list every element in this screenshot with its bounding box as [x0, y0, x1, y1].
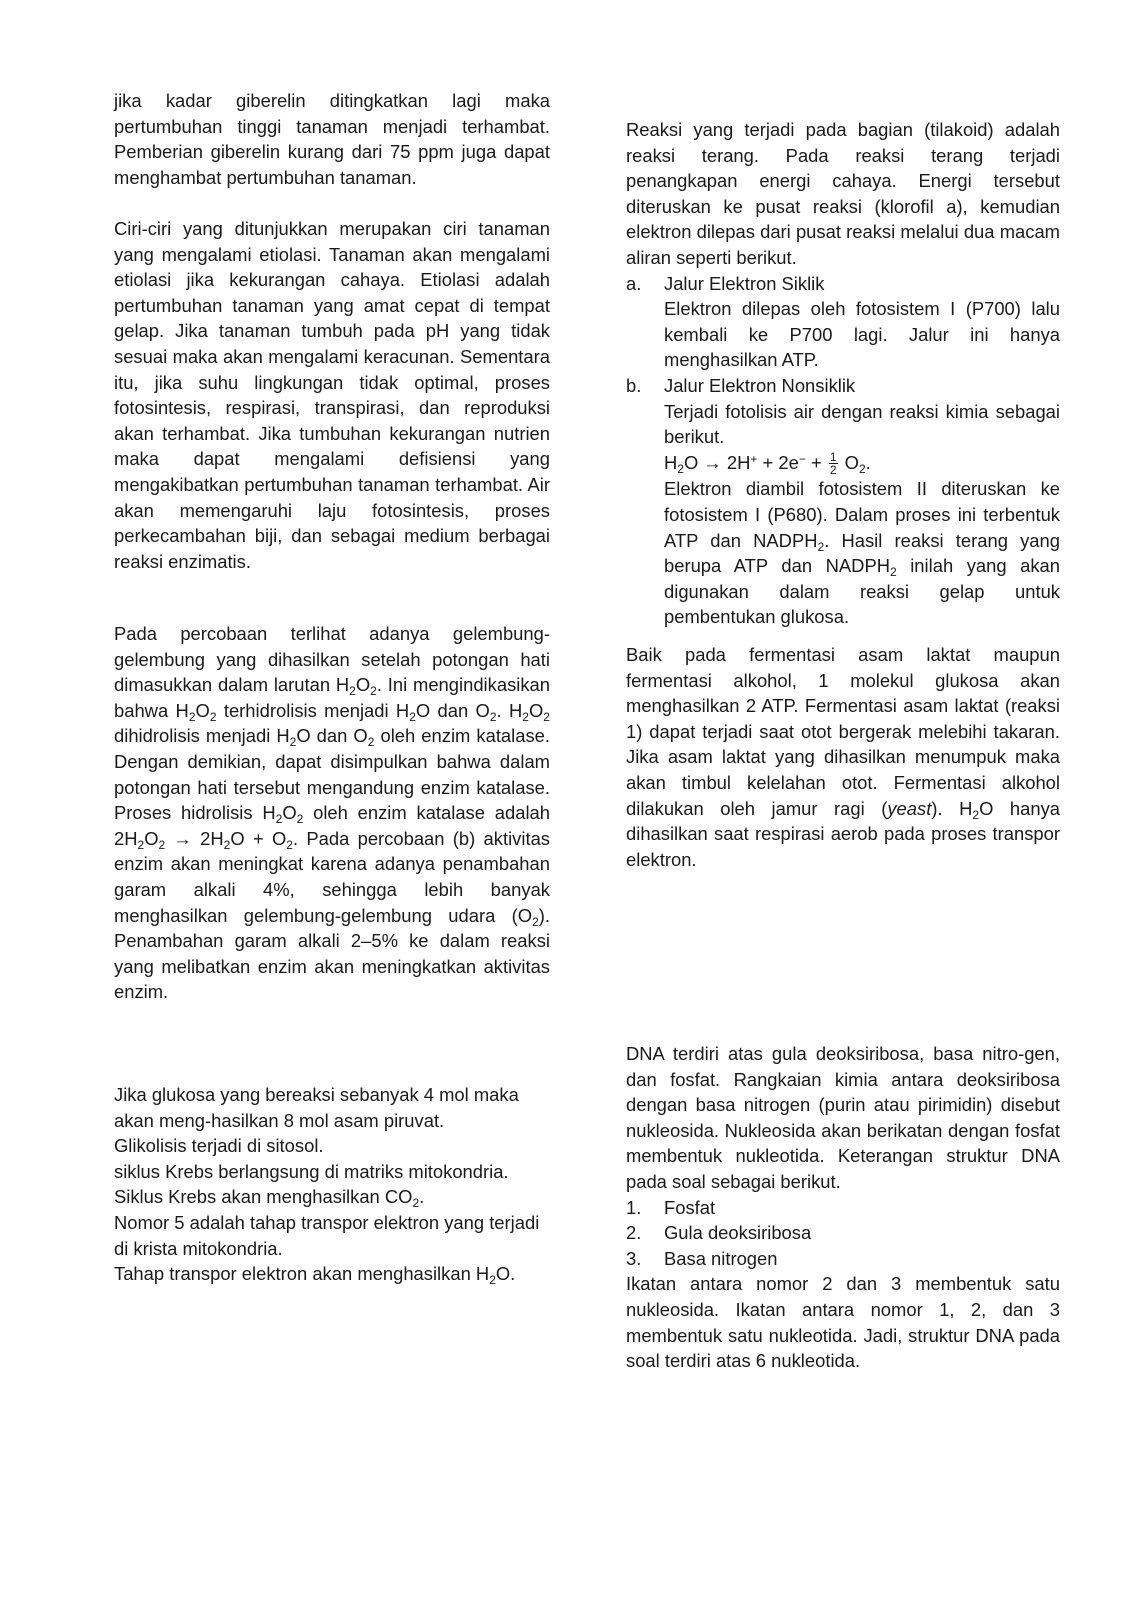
nonsiklik-paragraph: Terjadi fotolisis air dengan reaksi kimia sebagai berikut. — [664, 400, 1060, 448]
respirasi-line-2: Glikolisis terjadi di sitosol. — [114, 1135, 324, 1157]
list-title: Jalur Elektron Siklik — [664, 272, 825, 294]
fraction: $\frac{1}{2}$ — [829, 450, 837, 478]
respirasi-section — [114, 1082, 550, 1287]
katalase-section — [114, 621, 550, 1005]
fotolisis-equation: $H_2O \to 2H^+ + 2e^-$ + $\frac{1}{2}$ $O_2$. — [664, 450, 871, 478]
dna-outro: Ikatan antara nomor 2 dan 3 membentuk satu nukleosida. Ikatan antara nomor 1, 2, dan 3 membentuk satu nukleotida. Jadi, struktur DNA pada soal terdiri atas 6 nukleotida. — [626, 1273, 1060, 1372]
fermentasi-section — [626, 642, 1060, 872]
list-number: 3. — [626, 1247, 642, 1269]
etiolasi-section — [114, 216, 550, 574]
giberelin-paragraph: jika kadar giberelin ditingkatkan lagi maka pertumbuhan tinggi tanaman menjadi terhambat. Pemberian giberelin kurang dari 75 ppm juga dapat menghambat pertumbuhan tanaman. — [114, 90, 550, 188]
list-item — [626, 1246, 1060, 1272]
list-title: Jalur Elektron Nonsiklik — [664, 374, 856, 396]
respirasi-line-6: Tahap transpor elektron akan menghasilkan $H_2O$. — [114, 1263, 516, 1288]
etiolasi-paragraph: Ciri-ciri yang ditunjukkan merupakan ciri tanaman yang mengalami etiolasi. Tanaman akan mengalami etiolasi jika kekurangan cahaya. Etiolasi adalah pertumbuhan tanaman yang amat cepat di tempat gelap. Jika tanaman tumbuh pada pH yang tidak sesuai maka akan mengalami keracunan. Sementara itu, jika suhu lingkungan tidak optimal, proses fotosintesis, respirasi, transpirasi, dan reproduksi akan terhambat. Jika tumbuhan kekurangan nutrien maka dapat mengalami defisiensi yang mengakibatkan pertumbuhan tanaman terhambat. Air akan memengaruhi laju fotosintesis, proses perkecambahan biji, dan sebagai medium berbagai reaksi enzimatis. — [114, 218, 550, 572]
respirasi-line-3: siklus Krebs berlangsung di matriks mitokondria. — [114, 1160, 509, 1182]
reaksi-terang-section — [626, 117, 1060, 630]
list-marker: a. — [626, 272, 642, 294]
giberelin-section — [114, 88, 550, 190]
list-item-nonsiklik — [626, 373, 1060, 399]
fermentasi-paragraph: Baik pada fermentasi asam laktat maupun fermentasi alkohol, 1 molekul glukosa akan menghasilkan 2 ATP. Fermentasi asam laktat (reaksi 1) dapat terjadi saat otot bergerak melebihi takaran. Jika asam laktat yang dihasilkan menumpuk maka akan timbul kelelahan otot. Fermentasi alkohol dilakukan oleh jamur ragi (yeast). $H_2O$ hanya dihasilkan saat respirasi aerob pada proses transpor elektron. — [626, 644, 1061, 870]
nonsiklik-paragraph-2: Elektron diambil fotosistem II diteruskan ke fotosistem I (P680). Dalam proses ini terbentuk ATP dan $NADPH_2$. Hasil reaksi terang yang berupa ATP dan $NADPH_2$ inilah yang akan digunakan dalam reaksi gelap untuk pembentukan glukosa. — [664, 478, 1060, 628]
respirasi-line-1: Jika glukosa yang bereaksi sebanyak 4 mol maka akan meng-hasilkan 8 mol asam piruvat. — [114, 1084, 519, 1131]
dna-intro: DNA terdiri atas gula deoksiribosa, basa nitro-gen, dan fosfat. Rangkaian kimia antara deoksiribosa dengan basa nitrogen (purin atau pirimidin) disebut nukleosida. Nukleosida akan berikatan dengan fosfat membentuk nukleotida. Keterangan struktur DNA pada soal sebagai berikut. — [626, 1043, 1060, 1192]
list-label: Basa nitrogen — [664, 1247, 778, 1269]
list-number: 1. — [626, 1196, 642, 1218]
respirasi-line-4: Siklus Krebs akan menghasilkan $CO_2$. — [114, 1186, 425, 1211]
list-label: Fosfat — [664, 1196, 716, 1218]
list-item — [626, 1195, 1060, 1221]
list-marker: b. — [626, 374, 642, 396]
list-item-siklik — [626, 271, 1060, 297]
dna-section — [626, 1041, 1060, 1374]
siklik-paragraph: Elektron dilepas oleh fotosistem I (P700) lalu kembali ke P700 lagi. Jalur ini hanya menghasilkan ATP. — [664, 298, 1060, 371]
list-item — [626, 1220, 1060, 1246]
list-number: 2. — [626, 1222, 642, 1244]
katalase-paragraph: Pada percobaan terlihat adanya gelembung-gelembung yang dihasilkan setelah potongan hati dimasukkan dalam larutan $H_2O_2$. Ini mengindikasikan bahwa $H_2O_2$ terhidrolisis menjadi $H_2O$ dan $O_2$. $H_2O_2$ dihidrolisis menjadi $H_2O$ dan $O_2$ oleh enzim katalase. Dengan demikian, dapat disimpulkan bahwa dalam potongan hati tersebut mengandung enzim katalase. Proses hidrolisis $H_2O_2$ oleh enzim katalase adalah $2H_2O_2 \to 2H_2O + O_2$. Pada percobaan (b) aktivitas enzim akan meningkat karena adanya penambahan garam alkali 4%, sehingga lebih banyak menghasilkan gelembung-gelembung udara $(O_2)$. Penambahan garam alkali 2–5% ke dalam reaksi yang melibatkan enzim akan meningkatkan aktivitas enzim. — [114, 623, 551, 1003]
list-label: Gula deoksiribosa — [664, 1222, 812, 1244]
reaksi-terang-intro: Reaksi yang terjadi pada bagian (tilakoid) adalah reaksi terang. Pada reaksi terang terjadi penangkapan energi cahaya. Energi tersebut diteruskan ke pusat reaksi (klorofil a), kemudian elektron dilepas dari pusat reaksi melalui dua macam aliran seperti berikut. — [626, 119, 1060, 268]
respirasi-line-5: Nomor 5 adalah tahap transpor elektron yang terjadi di krista mitokondria. — [114, 1211, 540, 1259]
